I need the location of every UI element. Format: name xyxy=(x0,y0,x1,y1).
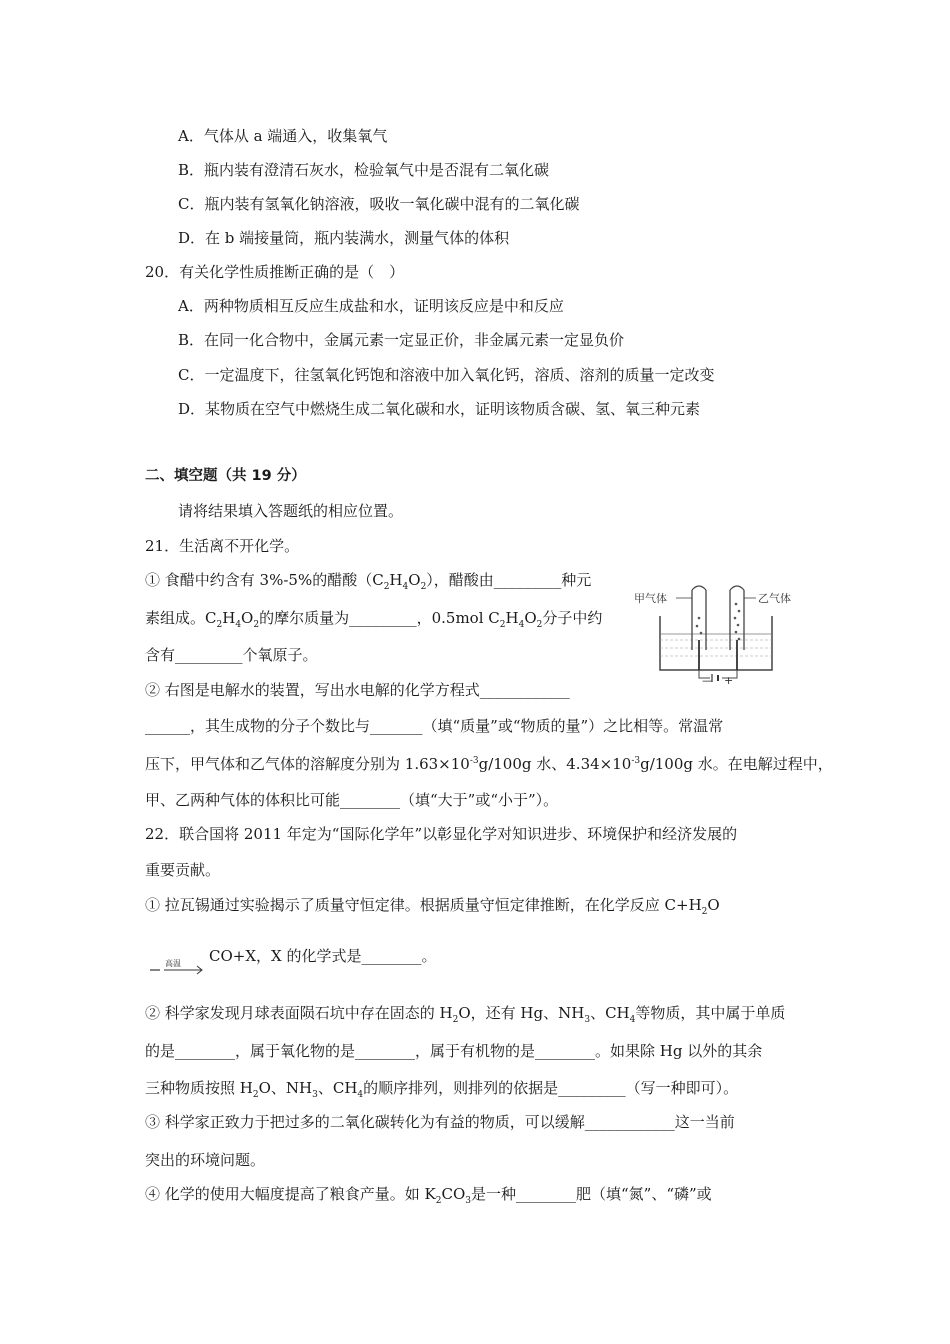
subscript: 2 xyxy=(383,582,390,592)
subscript: 2 xyxy=(536,620,543,630)
q22-stem-line1: 22．联合国将 2011 年定为“国际化学年”以彰显化学对知识进步、环境保护和经济发展的 xyxy=(145,825,738,843)
q21-stem: 21．生活离不开化学。 xyxy=(145,537,300,555)
arrow-icon xyxy=(148,955,208,979)
subscript: 2 xyxy=(452,1015,459,1025)
q22-part4-line1 xyxy=(145,1184,712,1204)
q21-part1-line2 xyxy=(145,608,602,628)
superscript: -3 xyxy=(631,756,641,766)
subscript: 2 xyxy=(216,620,223,630)
q22-part2-line3 xyxy=(145,1078,738,1098)
q21-part2-line3 xyxy=(145,754,833,774)
text-segment: 的摩尔质量为_________，0.5mol C xyxy=(259,609,500,627)
q22-part2-line1 xyxy=(145,1003,785,1023)
q21-part2-line1: ② 右图是电解水的装置，写出水电解的化学方程式____________ xyxy=(145,681,570,699)
section-title: 二、填空题（共 19 分） xyxy=(145,468,306,484)
text-segment: H xyxy=(389,571,403,589)
text-segment: ④ 化学的使用大幅度提高了粮食产量。如 K xyxy=(145,1185,436,1203)
subscript: 4 xyxy=(357,1090,364,1100)
gas-a-label: 甲气体 xyxy=(634,592,667,605)
subscript: 2 xyxy=(499,620,506,630)
text-segment: g/100g 水、4.34×10 xyxy=(478,755,632,773)
text-segment: H xyxy=(222,609,236,627)
text-segment: 等物质，其中属于单质 xyxy=(635,1004,786,1022)
reaction-arrow xyxy=(148,955,208,979)
q22-part3-line2: 突出的环境问题。 xyxy=(145,1151,266,1169)
subscript: 3 xyxy=(312,1090,318,1100)
text-segment: O xyxy=(707,896,720,914)
text-segment: O、NH xyxy=(258,1079,313,1097)
negative-terminal-label: — xyxy=(702,674,713,686)
text-segment: O xyxy=(524,609,537,627)
text-segment: g/100g 水。在电解过程中， xyxy=(640,755,833,773)
subscript: 2 xyxy=(252,1090,259,1100)
q22-part3-line1: ③ 科学家正致力于把过多的二氧化碳转化为有益的物质，可以缓解____________这一当前 xyxy=(145,1113,735,1131)
q20-option-d: D．某物质在空气中燃烧生成二氧化碳和水，证明该物质含碳、氢、氧三种元素 xyxy=(178,400,701,418)
section-instruction: 请将结果填入答题纸的相应位置。 xyxy=(178,502,404,520)
q19-option-a: A．气体从 a 端通入，收集氧气 xyxy=(178,127,388,145)
reaction-condition: 高温 xyxy=(165,959,181,968)
q20-option-a: A．两种物质相互反应生成盐和水，证明该反应是中和反应 xyxy=(178,297,564,315)
q22-stem-line2: 重要贡献。 xyxy=(145,861,221,879)
text-segment: 压下，甲气体和乙气体的溶解度分别为 1.63×10 xyxy=(145,755,470,773)
text-segment: 是一种________肥（填“氮”、“磷”或 xyxy=(471,1185,712,1203)
text-segment: 分子中约 xyxy=(542,609,603,627)
q22-part2-line2: 的是________，属于氧化物的是________，属于有机物的是________。如果除 Hg 以外的其余 xyxy=(145,1042,763,1060)
subscript: 4 xyxy=(402,582,409,592)
q22-part1-line1 xyxy=(145,895,720,915)
q19-option-d: D．在 b 端接量筒，瓶内装满水，测量气体的体积 xyxy=(178,229,510,247)
subscript: 4 xyxy=(518,620,525,630)
q19-option-c: C．瓶内装有氢氧化钠溶液，吸收一氧化碳中混有的二氧化碳 xyxy=(178,195,580,213)
q20-option-c: C．一定温度下，往氢氧化钙饱和溶液中加入氧化钙，溶质、溶剂的质量一定改变 xyxy=(178,366,715,384)
q21-part2-line4: 甲、乙两种气体的体积比可能________（填“大于”或“小于”）。 xyxy=(145,791,559,809)
text-segment: O，还有 Hg、NH xyxy=(458,1004,585,1022)
gas-b-label: 乙气体 xyxy=(758,592,791,605)
subscript: 4 xyxy=(629,1015,636,1025)
subscript: 2 xyxy=(435,1196,442,1206)
text-segment: 、CH xyxy=(317,1079,358,1097)
subscript: 4 xyxy=(235,620,242,630)
positive-terminal-label: + xyxy=(724,674,734,686)
subscript: 3 xyxy=(584,1015,591,1025)
q21-part1-line3: 含有_________个氧原子。 xyxy=(145,646,318,664)
text-segment: 三种物质按照 H xyxy=(145,1079,253,1097)
q19-option-b: B．瓶内装有澄清石灰水，检验氧气中是否混有二氧化碳 xyxy=(178,161,550,179)
text-segment: 的顺序排列，则排列的依据是_________（写一种即可）。 xyxy=(363,1079,739,1097)
subscript: 2 xyxy=(253,620,260,630)
superscript: -3 xyxy=(469,756,479,766)
subscript: 3 xyxy=(465,1196,471,1206)
q21-part2-line2: ______，其生成物的分子个数比与_______（填“质量”或“物质的量”）之比相等。常温常 xyxy=(145,717,724,735)
q20-option-b: B．在同一化合物中，金属元素一定显正价，非金属元素一定显负价 xyxy=(178,331,625,349)
text-segment: O xyxy=(408,571,421,589)
text-segment: 、CH xyxy=(590,1004,630,1022)
text-segment: 素组成。C xyxy=(145,609,217,627)
text-segment: ），醋酸由_________种元 xyxy=(426,571,592,589)
text-segment: H xyxy=(505,609,519,627)
text-segment: CO xyxy=(441,1185,466,1203)
subscript: 2 xyxy=(701,907,708,917)
electrolysis-apparatus-figure xyxy=(632,578,800,686)
electrolysis-diagram xyxy=(632,578,800,686)
text-segment: ② 科学家发现月球表面陨石坑中存在固态的 H xyxy=(145,1004,453,1022)
q21-part1-line1 xyxy=(145,570,591,590)
subscript: 2 xyxy=(420,582,427,592)
q20-stem: 20．有关化学性质推断正确的是（ ） xyxy=(145,263,405,281)
text-segment: ① 拉瓦锡通过实验揭示了质量守恒定律。根据质量守恒定律推断，在化学反应 C+H xyxy=(145,896,702,914)
q22-part1-line2: CO+X，X 的化学式是________。 xyxy=(209,947,437,965)
text-segment: O xyxy=(241,609,254,627)
text-segment: ① 食醋中约含有 3%-5%的醋酸（C xyxy=(145,571,384,589)
